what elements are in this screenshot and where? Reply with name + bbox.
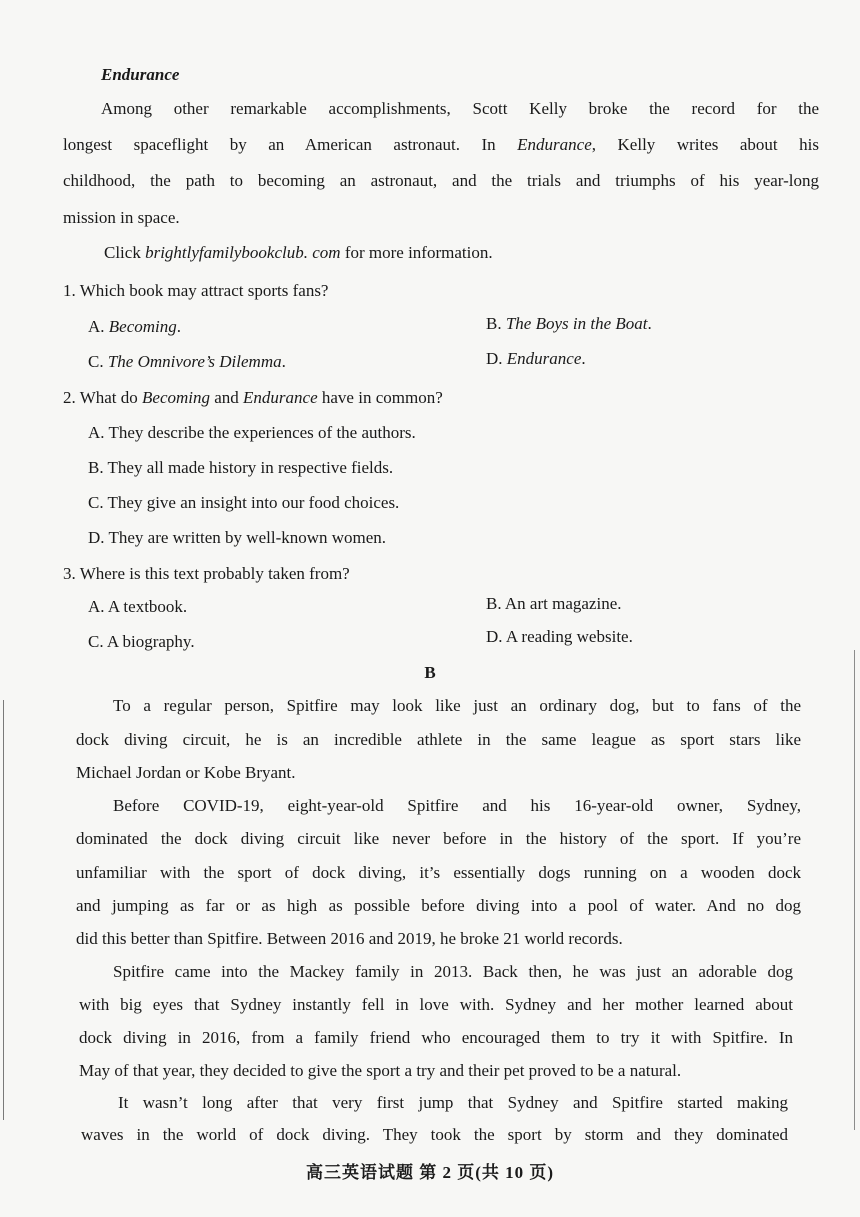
option-b: B. They all made history in respective fields.: [88, 458, 394, 477]
scan-edge-left: [3, 700, 4, 1120]
passage-line: childhood, the path to becoming an astronaut, and the trials and triumphs of his year-long: [63, 171, 819, 190]
passage-line: with big eyes that Sydney instantly fell in love with. Sydney and her mother learned about: [79, 995, 793, 1014]
question-stem: 2. What do Becoming and Endurance have in common?: [63, 388, 443, 407]
passage-line: Among other remarkable accomplishments, Scott Kelly broke the record for the: [101, 99, 819, 118]
option-c: C. A biography.: [88, 632, 195, 651]
option-a: A. Becoming.: [88, 317, 182, 336]
option-a: A. A textbook.: [88, 597, 188, 616]
passage-line: longest spaceflight by an American astronaut. In Endurance, Kelly writes about his: [63, 135, 820, 154]
passage-line: mission in space.: [63, 208, 180, 227]
passage-line: and jumping as far or as high as possible before diving into a pool of water. And no dog: [76, 896, 801, 915]
option-b: B. An art magazine.: [486, 594, 622, 613]
passage-line: It wasn’t long after that very first jump that Sydney and Spitfire started making: [118, 1093, 788, 1112]
passage-line: waves in the world of dock diving. They took the sport by storm and they dominated: [81, 1125, 788, 1144]
section-heading: B: [424, 663, 436, 682]
question-stem: 3. Where is this text probably taken from?: [63, 564, 350, 583]
passage-line: dock diving in 2016, from a family friend who encouraged them to try it with Spitfire. In: [79, 1028, 793, 1047]
passage-line: May of that year, they decided to give the sport a try and their pet proved to be a natural.: [79, 1061, 682, 1080]
passage-line: Michael Jordan or Kobe Bryant.: [76, 763, 296, 782]
question-stem: 1. Which book may attract sports fans?: [63, 281, 329, 300]
passage-line: did this better than Spitfire. Between 2016 and 2019, he broke 21 world records.: [76, 929, 623, 948]
passage-line: To a regular person, Spitfire may look like just an ordinary dog, but to fans of the: [113, 696, 801, 715]
scan-edge-right: [854, 650, 855, 1130]
passage-line: Spitfire came into the Mackey family in 2013. Back then, he was just an adorable dog: [113, 962, 793, 981]
passage-line: dominated the dock diving circuit like never before in the history of the sport. If you’re: [76, 829, 801, 848]
option-c: C. The Omnivore’s Dilemma.: [88, 352, 286, 371]
option-d: D. They are written by well-known women.: [88, 528, 387, 547]
option-d: D. Endurance.: [486, 349, 586, 368]
passage-title: Endurance: [101, 65, 180, 84]
passage-line: dock diving circuit, he is an incredible athlete in the same league as sport stars like: [76, 730, 801, 749]
passage-line: Before COVID-19, eight-year-old Spitfire and his 16-year-old owner, Sydney,: [113, 796, 801, 815]
option-b: B. The Boys in the Boat.: [486, 314, 652, 333]
option-d: D. A reading website.: [486, 627, 633, 646]
option-c: C. They give an insight into our food choices.: [88, 493, 400, 512]
info-link-line: Click brightlyfamilybookclub. com for more information.: [104, 243, 493, 262]
page-footer: 高三英语试题 第 2 页(共 10 页): [305, 1163, 555, 1182]
option-a: A. They describe the experiences of the authors.: [88, 423, 416, 442]
passage-line: unfamiliar with the sport of dock diving, it’s essentially dogs running on a wooden dock: [76, 863, 801, 882]
website-link: brightlyfamilybookclub. com: [145, 243, 341, 262]
